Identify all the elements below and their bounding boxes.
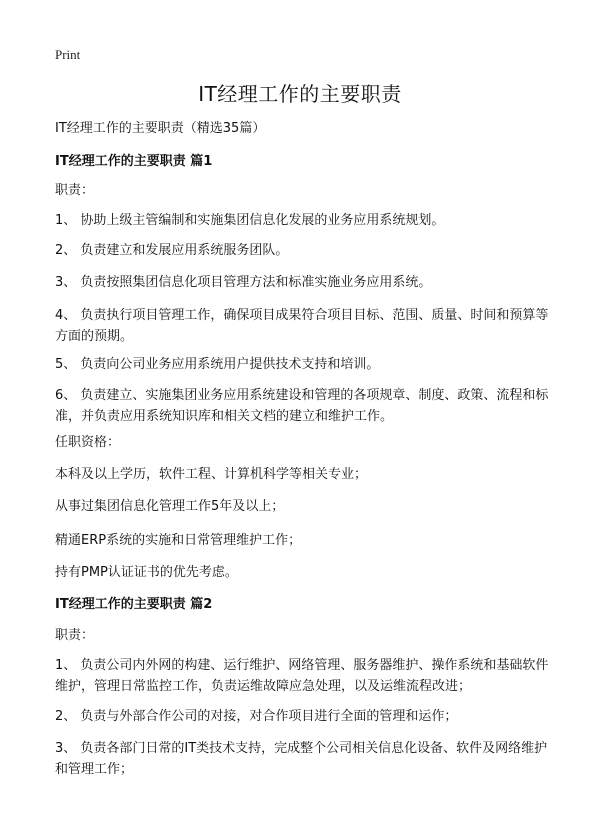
duty-item: 1、 负责公司内外网的构建、运行维护、网络管理、服务器维护、操作系统和基础软件维护，管理日常监控工作，负责运维故障应急处理，以及运维流程改进；	[55, 658, 549, 694]
duties-label-1: 职责：	[55, 183, 95, 198]
duties-label-2: 职责：	[55, 628, 95, 643]
duty-item: 3、 负责按照集团信息化项目管理方法和标准实施业务应用系统。	[55, 275, 432, 290]
section-heading-2: IT经理工作的主要职责 篇2	[55, 597, 213, 612]
duty-item: 4、 负责执行项目管理工作，确保项目成果符合项目目标、范围、质量、时间和预算等方面的预期。	[55, 308, 549, 344]
duty-item: 1、 协助上级主管编制和实施集团信息化发展的业务应用系统规划。	[55, 213, 445, 228]
print-link[interactable]: Print	[55, 47, 81, 62]
qualification-item: 持有PMP认证证书的优先考虑。	[55, 565, 238, 580]
duty-item: 5、 负责向公司业务应用系统用户提供技术支持和培训。	[55, 357, 380, 372]
duty-item: 3、 负责各部门日常的IT类技术支持，完成整个公司相关信息化设备、软件及网络维护和管理工作；	[55, 741, 548, 777]
duty-item: 6、 负责建立、实施集团业务应用系统建设和管理的各项规章、制度、政策、流程和标准，并负责应用系统知识库和相关文档的建立和维护工作。	[55, 388, 549, 424]
page-title: IT经理工作的主要职责	[198, 82, 402, 106]
subtitle: IT经理工作的主要职责（精选35篇）	[55, 121, 266, 136]
qualifications-label-1: 任职资格：	[55, 435, 121, 450]
duty-item: 2、 负责与外部合作公司的对接，对合作项目进行全面的管理和运作；	[55, 709, 458, 724]
qualification-item: 精通ERP系统的实施和日常管理维护工作；	[55, 533, 302, 548]
qualification-item: 从事过集团信息化管理工作5年及以上；	[55, 499, 285, 514]
qualification-item: 本科及以上学历，软件工程、计算机科学等相关专业；	[55, 467, 368, 482]
section-heading-1: IT经理工作的主要职责 篇1	[55, 154, 213, 169]
duty-item: 2、 负责建立和发展应用系统服务团队。	[55, 243, 289, 258]
